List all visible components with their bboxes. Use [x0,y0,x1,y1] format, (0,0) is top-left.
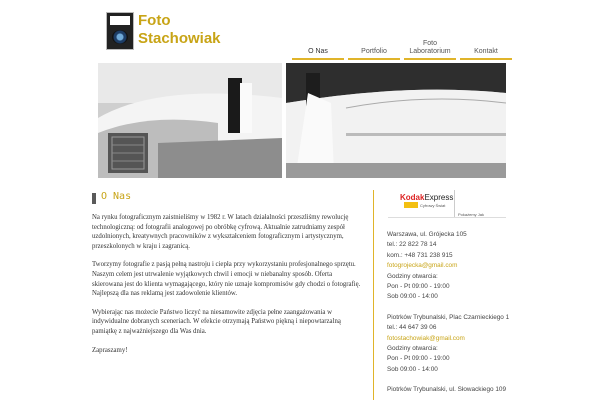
kodak-caption: Pokażemy Jak [458,212,485,217]
logo-line-1: Foto [138,12,171,29]
nav-label: Portfolio [361,48,387,55]
nav-label: Kontakt [474,48,498,55]
kodak-subtitle: Cyfrowy Świat [420,203,446,208]
location-phone: tel.: 44 647 39 06 [387,324,437,332]
kodak-logo [388,190,455,217]
hours-weekday: Pon - Pt 09:00 - 19:00 [387,355,450,363]
sidebar-divider [373,190,374,400]
paragraph: Tworzymy fotografie z pasją pełną nastroju i ciepła przy wykorzystaniu profesjonalnego sprzętu. Naszym celem jest utrwalenie wyjątkowych chwil i emocji w niebanalny sposób. Oferta skierowana jest do klienta wymagającego, który nie uznaje kompromisów gdy chodzi o fotografię. Najlepszą dla nas reklamą jest zadowolenie klientów. [92,261,361,298]
hours-label: Godziny otwarcia: [387,272,438,280]
logo-line-2: Stachowiak [138,30,221,47]
hours-label: Godziny otwarcia: [387,345,438,353]
hours-saturday: Sob 09:00 - 14:00 [387,293,438,301]
page-title: O Nas [101,191,132,202]
location-email-link[interactable]: fotostachowiak@gmail.com [387,334,465,342]
contact-info [387,230,509,396]
nav-label: O Nas [308,48,328,55]
location-address: Piotrków Trybunalski, Plac Czarnieckiego 1 [387,313,510,321]
wedding-car-photo-2 [286,63,506,178]
nav-item-kontakt[interactable] [460,40,512,60]
hours-weekday: Pon - Pt 09:00 - 19:00 [387,283,450,291]
logo-text [138,12,221,48]
nav-item-portfolio[interactable] [348,40,400,60]
camera-logo-icon [106,12,134,50]
paragraph: Na rynku fotograficznym zaistnieliśmy w 1982 r. W latach działalności przeszliśmy rewolucję technologiczną: od fotografii analogowej po obróbkę cyfrową. Aktualnie zatrudniamy zespół uzdolnionych, kreatywnych pracowników z wykształceniem fotograficznym i artystycznym, przeszkolonych w kraju i zagranicą. [92,214,349,250]
heading-marker [92,193,96,204]
nav-item-foto-laboratorium[interactable] [404,40,456,60]
wedding-car-photo-1 [98,63,282,178]
paragraph: Wybierając nas możecie Państwo liczyć na niesamowite zdjęcia pełne zaangażowania w indywidualne dobranych sceneriach. W efekcie otrzymają Państwo piękną i niepowtarzalną pamiątkę z najważniejszego dla Was dnia. [92,308,341,335]
nav-label: Foto Laboratorium [409,40,451,55]
location-phone: tel.: 22 822 78 14 [387,241,437,249]
main-nav [292,40,512,60]
site-logo[interactable] [106,12,226,52]
nav-item-o-nas[interactable] [292,40,344,60]
kodak-brand: Kodak [400,193,425,202]
main-content [92,213,364,364]
location-mobile: kom.: +48 731 238 915 [387,251,453,259]
hours-saturday: Sob 09:00 - 14:00 [387,365,438,373]
hero-banner [98,63,506,178]
paragraph: Zapraszamy! [92,346,128,354]
kodak-badge-icon [404,202,418,208]
location-email-link[interactable]: fotogrojecka@gmail.com [387,262,458,270]
express-brand: Express [424,193,454,202]
location-address: Warszawa, ul. Grójecka 105 [387,231,467,238]
location-address: Piotrków Trybunalski, ul. Słowackiego 109 [387,386,506,394]
kodak-express-banner[interactable] [388,190,506,218]
